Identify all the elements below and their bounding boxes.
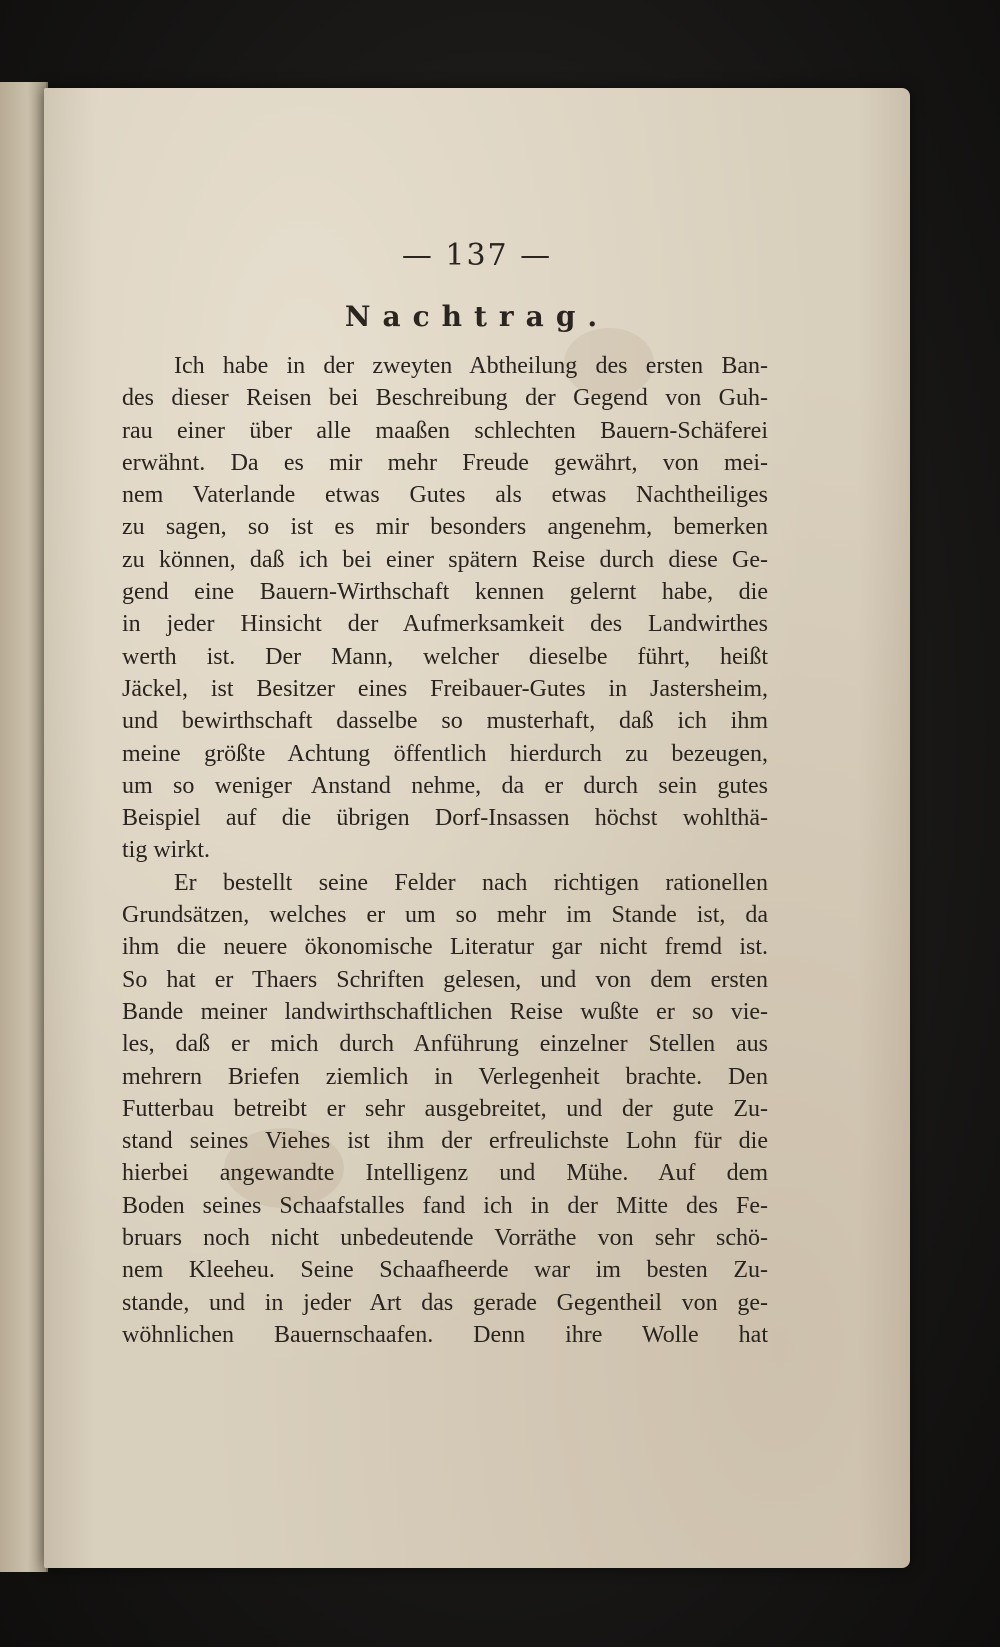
text-line: zu sagen, so ist es mir besonders angenehm, bemerken (122, 514, 768, 541)
text-line: tig wirkt. (122, 837, 210, 864)
text-line: zu können, daß ich bei einer spätern Reise durch diese Ge- (122, 546, 768, 573)
paragraph-2 (122, 867, 768, 1351)
text-line: So hat er Thaers Schriften gelesen, und von dem ersten (122, 966, 768, 993)
text-line: und bewirthschaft dasselbe so musterhaft, daß ich ihm (122, 708, 768, 735)
text-line: les, daß er mich durch Anführung einzelner Stellen aus (122, 1031, 768, 1058)
text-line: Jäckel, ist Besitzer eines Freibauer-Gutes in Jastersheim, (122, 675, 768, 702)
text-line: stande, und in jeder Art das gerade Gegentheil von ge- (122, 1289, 768, 1316)
text-line: nem Vaterlande etwas Gutes als etwas Nachtheiliges (122, 482, 768, 509)
text-line: erwähnt. Da es mir mehr Freude gewährt, von mei- (122, 449, 768, 476)
text-line: hierbei angewandte Intelligenz und Mühe. Auf dem (122, 1160, 768, 1187)
text-line: mehrern Briefen ziemlich in Verlegenheit brachte. Den (122, 1063, 768, 1090)
section-heading: Nachtrag. (344, 300, 610, 333)
page-number: — 137 — (401, 238, 553, 273)
text-line: bruars noch nicht unbedeutende Vorräthe von sehr schö- (122, 1225, 768, 1252)
text-line: stand seines Viehes ist ihm der erfreulichste Lohn für die (122, 1128, 768, 1155)
text-line: Futterbau betreibt er sehr ausgebreitet, und der gute Zu- (122, 1095, 768, 1122)
text-line: Bande meiner landwirthschaftlichen Reise wußte er so vie- (122, 998, 768, 1025)
book-page (44, 88, 910, 1568)
text-line: Boden seines Schaafstalles fand ich in der Mitte des Fe- (122, 1192, 768, 1219)
text-line: gend eine Bauern-Wirthschaft kennen gelernt habe, die (122, 579, 768, 606)
text-line: nem Kleeheu. Seine Schaafheerde war im besten Zu- (122, 1257, 768, 1284)
text-line: Beispiel auf die übrigen Dorf-Insassen höchst wohlthä- (122, 805, 768, 832)
text-line: ihm die neuere ökonomische Literatur gar nicht fremd ist. (122, 934, 768, 961)
paragraph-1 (122, 350, 768, 867)
text-line: meine größte Achtung öffentlich hierdurch zu bezeugen, (122, 740, 768, 767)
text-line: Ich habe in der zweyten Abtheilung des ersten Ban- (174, 353, 768, 379)
text-line: werth ist. Der Mann, welcher dieselbe führt, heißt (122, 643, 768, 670)
text-line: um so weniger Anstand nehme, da er durch sein gutes (122, 772, 768, 799)
text-line: des dieser Reisen bei Beschreibung der Gegend von Guh- (122, 385, 768, 412)
text-line: Grundsätzen, welches er um so mehr im Stande ist, da (122, 902, 768, 929)
body-text (122, 350, 768, 1351)
text-line: in jeder Hinsicht der Aufmerksamkeit des Landwirthes (122, 611, 768, 638)
text-line: wöhnlichen Bauernschaafen. Denn ihre Wolle hat (122, 1321, 768, 1348)
facing-page-edge (0, 82, 48, 1572)
text-line: Er bestellt seine Felder nach richtigen rationellen (174, 869, 768, 896)
text-line: rau einer über alle maaßen schlechten Bauern-Schäferei (122, 417, 768, 444)
